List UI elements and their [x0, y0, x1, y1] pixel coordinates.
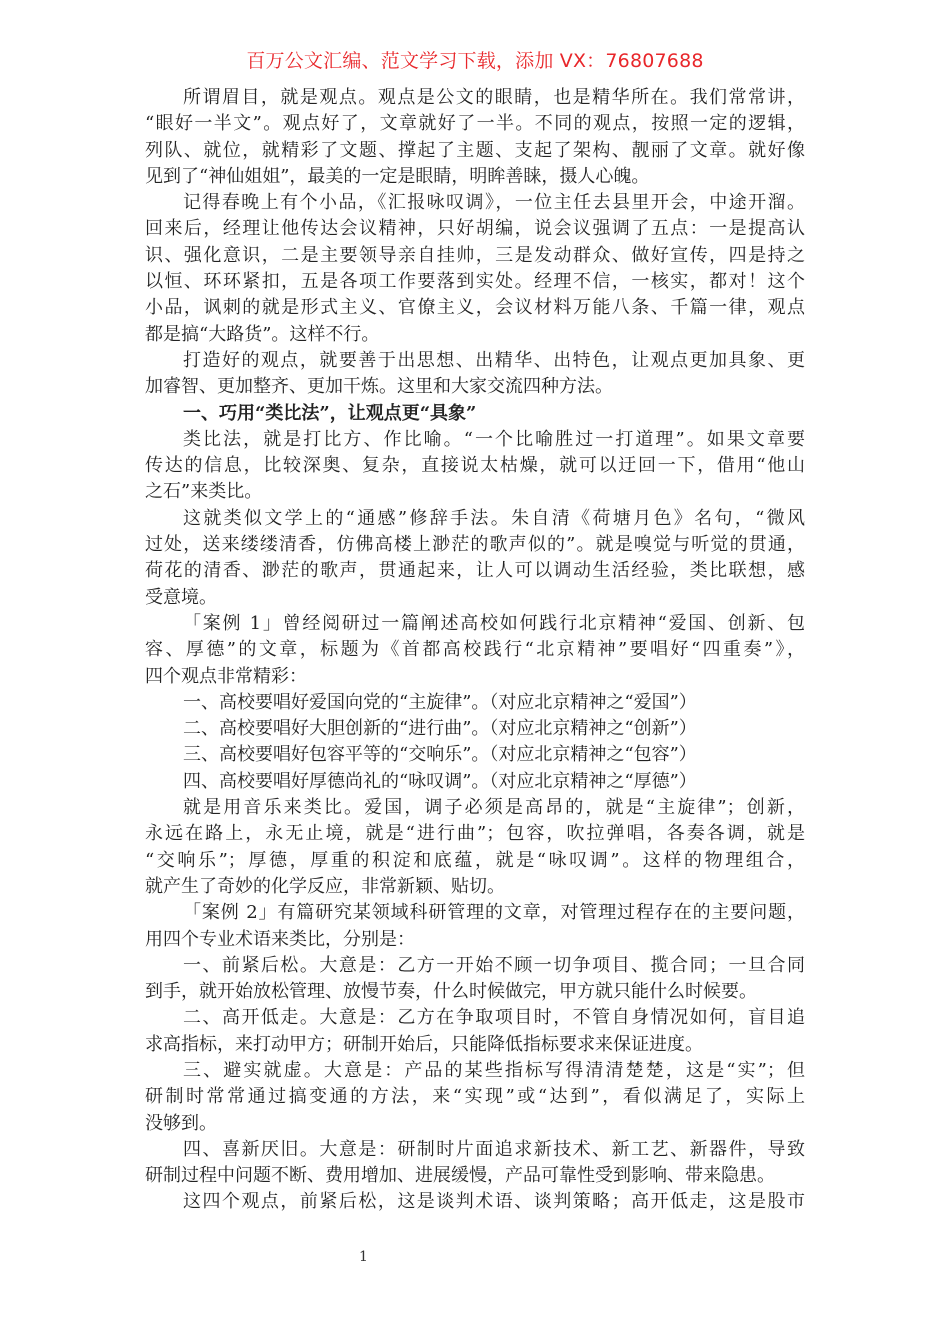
paragraph: [145, 1137, 805, 1190]
text-line: 一、高校要唱好爱国向党的“主旋律”。（对应北京精神之“爱国”）: [183, 691, 697, 713]
paragraph: [145, 742, 805, 768]
text-line: 类比法，就是打比方、作比喻。“一个比喻胜过一打道理”。如果文章要: [183, 428, 805, 450]
text-line: 都是搞“大路货”。这样不行。: [145, 323, 380, 345]
text-line: 一、前紧后松。大意是：乙方一开始不顾一切争项目、揽合同；一旦合同: [183, 954, 805, 976]
paragraph: [145, 900, 805, 953]
text-line: 「案例 1」曾经阅研过一篇阐述高校如何践行北京精神“爱国、创新、包: [183, 612, 805, 634]
text-line: 列队、就位，就精彩了文题、撑起了主题、支起了架构、靓丽了文章。就好像: [145, 139, 805, 161]
text-line: 所谓眉目，就是观点。观点是公文的眼睛，也是精华所在。我们常常讲，: [183, 87, 805, 108]
text-line: 这就类似文学上的“通感”修辞手法。朱自清《荷塘月色》名句，“微风: [183, 507, 805, 529]
paragraph: [145, 795, 805, 900]
paragraph: [145, 953, 805, 1006]
paragraph: [145, 427, 805, 506]
text-line: 之石”来类比。: [145, 481, 263, 503]
document-body: [145, 85, 805, 1216]
paragraph: [145, 190, 805, 348]
text-line: 以恒、环环紧扣，五是各项工作要落到实处。经理不信，一核实，都对！这个: [145, 271, 805, 293]
text-line: 识、强化意识，二是主要领导亲自挂帅，三是发动群众、做好宣传，四是持之: [145, 244, 805, 266]
text-line: 加睿智、更加整齐、更加干炼。这里和大家交流四种方法。: [145, 376, 613, 398]
text-line: “交响乐”；厚德，厚重的积淀和底蕴，就是“咏叹调”。这样的物理组合，: [145, 849, 805, 871]
text-line: 传达的信息，比较深奥、复杂，直接说太枯燥，就可以迂回一下，借用“他山: [145, 455, 805, 477]
text-line: 二、高开低走。大意是：乙方在争取项目时，不管自身情况如何，盲目追: [183, 1007, 805, 1029]
text-line: 三、高校要唱好包容平等的“交响乐”。（对应北京精神之“包容”）: [183, 744, 697, 766]
text-line: 「案例 2」有篇研究某领域科研管理的文章，对管理过程存在的主要问题，: [183, 902, 805, 924]
paragraph: [145, 85, 805, 190]
paragraph: [145, 506, 805, 611]
section-heading: [145, 401, 805, 427]
text-line: 见到了“神仙姐姐”，最美的一定是眼睛，明眸善睐，摄人心魄。: [145, 165, 650, 187]
text-line: 一、巧用“类比法”，让观点更“具象”: [183, 402, 477, 424]
text-line: 打造好的观点，就要善于出思想、出精华、出特色，让观点更加具象、更: [183, 349, 805, 371]
text-line: 三、避实就虚。大意是：产品的某些指标写得清清楚楚，这是“实”；但: [183, 1059, 805, 1081]
paragraph: [145, 1058, 805, 1137]
text-line: 研制时常常通过搞变通的方法，来“实现”或“达到”，看似满足了，实际上: [145, 1086, 805, 1108]
text-line: 四个观点非常精彩：: [145, 665, 307, 687]
paragraph: [145, 1005, 805, 1058]
text-line: 研制过程中问题不断、费用增加、进展缓慢，产品可靠性受到影响、带来隐患。: [145, 1165, 775, 1187]
text-line: 过处，送来缕缕清香，仿佛高楼上渺茫的歌声似的”。就是嗅觉与听觉的贯通，: [145, 534, 805, 556]
text-line: 四、高校要唱好厚德尚礼的“咏叹调”。（对应北京精神之“厚德”）: [183, 770, 697, 792]
text-line: 荷花的清香、渺茫的歌声，贯通起来，让人可以调动生活经验，类比联想，感: [145, 560, 805, 582]
paragraph: [145, 716, 805, 742]
text-line: “眼好一半文”。观点好了，文章就好了一半。不同的观点，按照一定的逻辑，: [145, 113, 805, 135]
page-number: 1: [359, 1249, 368, 1265]
text-line: 回来后，经理让他传达会议精神，只好胡编，说会议强调了五点：一是提高认: [145, 218, 805, 240]
text-line: 小品，讽刺的就是形式主义、官僚主义，会议材料万能八条、千篇一律，观点: [145, 297, 805, 319]
text-line: 四、喜新厌旧。大意是：研制时片面追求新技术、新工艺、新器件，导致: [183, 1138, 805, 1160]
paragraph: [145, 690, 805, 716]
text-line: 用四个专业术语来类比，分别是：: [145, 928, 415, 950]
text-line: 这四个观点，前紧后松，这是谈判术语、谈判策略；高开低走，这是股市: [183, 1191, 805, 1213]
paragraph: [145, 611, 805, 690]
watermark-header: 百万公文汇编、范文学习下载，添加 VX：76807688: [246, 50, 704, 72]
text-line: 到手，就开始放松管理、放慢节奏，什么时候做完，甲方就只能什么时候要。: [145, 981, 757, 1003]
text-line: 就产生了奇妙的化学反应，非常新颖、贴切。: [145, 875, 505, 897]
text-line: 受意境。: [145, 586, 217, 608]
paragraph: [145, 1189, 805, 1215]
text-line: 求高指标，来打动甲方；研制开始后，只能降低指标要求来保证进度。: [145, 1033, 703, 1055]
text-line: 二、高校要唱好大胆创新的“进行曲”。（对应北京精神之“创新”）: [183, 718, 697, 740]
text-line: 容、厚德”的文章，标题为《首都高校践行“北京精神”要唱好“四重奏”》，: [145, 639, 805, 661]
paragraph: [145, 769, 805, 795]
text-line: 永远在路上，永无止境，就是“进行曲”；包容，吹拉弹唱，各奏各调，就是: [145, 823, 805, 845]
text-line: 记得春晚上有个小品，《汇报咏叹调》，一位主任去县里开会，中途开溜。: [183, 192, 805, 214]
text-line: 没够到。: [145, 1112, 217, 1134]
paragraph: [145, 348, 805, 401]
text-line: 就是用音乐来类比。爱国，调子必须是高昂的，就是“主旋律”；创新，: [183, 797, 805, 819]
